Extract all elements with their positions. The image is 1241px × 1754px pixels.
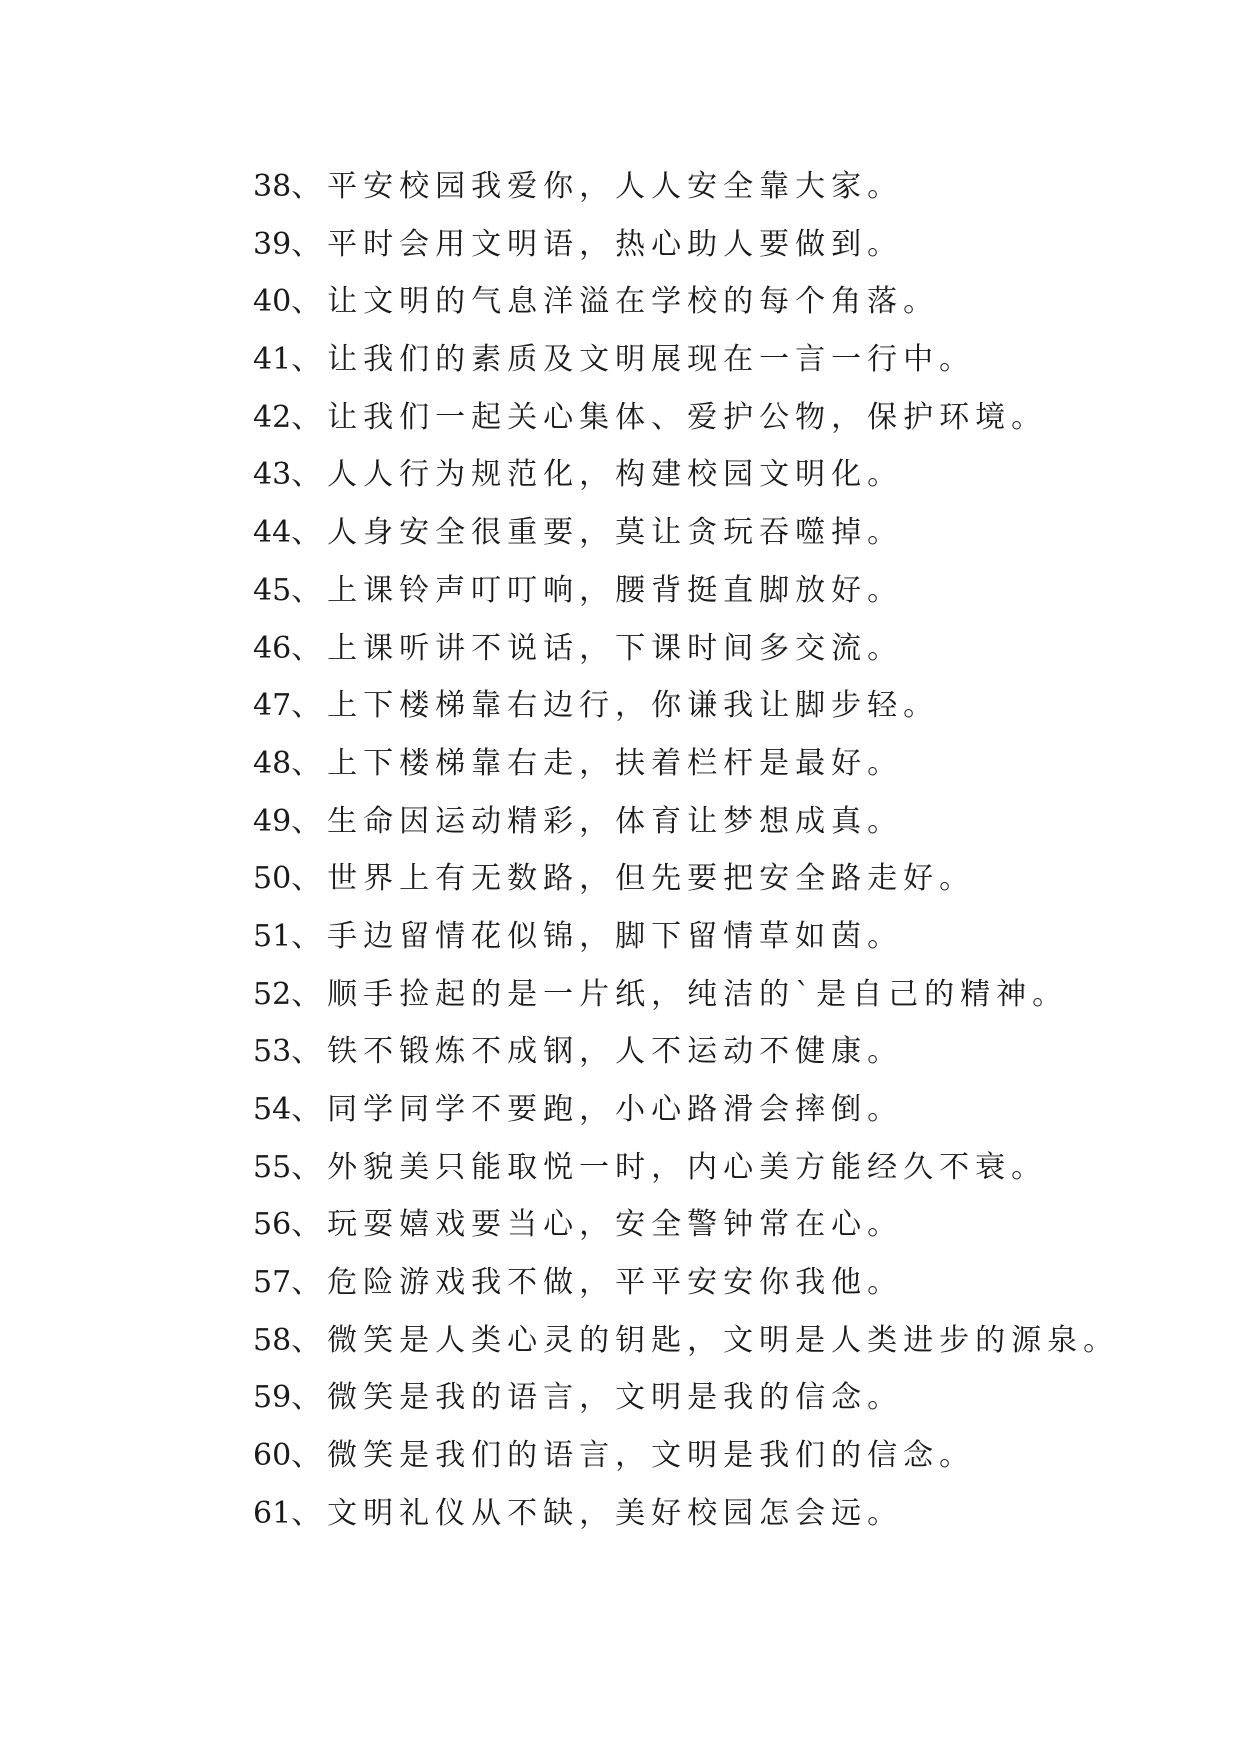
item-number: 56 [253,1207,292,1243]
item-text: 、微笑是我们的语言，文明是我们的信念。 [291,1438,976,1474]
item-number: 55 [253,1149,292,1185]
list-item [253,273,1119,331]
item-number: 42 [253,399,292,435]
item-number: 57 [253,1265,292,1301]
list-item [253,1139,1119,1197]
item-text: 、人人行为规范化，构建校园文明化。 [291,457,904,493]
item-text: 、铁不锻炼不成钢，人不运动不健康。 [291,1034,904,1070]
item-text: 、生命因运动精彩，体育让梦想成真。 [291,803,904,839]
item-text: 、上下楼梯靠右边行，你谦我让脚步轻。 [291,688,940,724]
list-item [253,216,1119,274]
item-number: 49 [253,803,292,839]
item-text: 、文明礼仪从不缺，美好校园怎会远。 [291,1495,904,1531]
item-text: 、微笑是我的语言，文明是我的信念。 [291,1380,904,1416]
list-item [253,1081,1119,1139]
item-text: 、让我们的素质及文明展现在一言一行中。 [291,342,976,378]
item-text: 、上课铃声叮叮响，腰背挺直脚放好。 [291,572,904,608]
list-item [253,966,1119,1024]
list-item [253,562,1119,620]
list-item [253,331,1119,389]
list-item [253,158,1119,216]
list-item [253,908,1119,966]
item-text: 、让文明的气息洋溢在学校的每个角落。 [291,284,940,320]
list-item [253,1254,1119,1312]
item-number: 46 [253,630,292,666]
item-text: 、世界上有无数路，但先要把安全路走好。 [291,861,976,897]
item-number: 60 [253,1438,292,1474]
item-text: 、手边留情花似锦，脚下留情草如茵。 [291,918,904,954]
list-item [253,1427,1119,1485]
item-number: 58 [253,1322,292,1358]
list-item [253,504,1119,562]
list-item [253,735,1119,793]
item-text: 、平时会用文明语，热心助人要做到。 [291,226,904,262]
list-item [253,793,1119,851]
item-text: 、让我们一起关心集体、爱护公物，保护环境。 [291,399,1048,435]
item-text: 、危险游戏我不做，平平安安你我他。 [291,1265,904,1301]
item-text: 、上课听讲不说话，下课时间多交流。 [291,630,904,666]
list-item [253,446,1119,504]
list-item [253,1312,1119,1370]
item-number: 61 [253,1495,292,1531]
item-number: 47 [253,688,292,724]
list-item [253,1196,1119,1254]
list-item [253,1023,1119,1081]
item-number: 41 [253,342,292,378]
item-text: 、微笑是人类心灵的钥匙，文明是人类进步的源泉。 [291,1322,1120,1358]
item-text: 、玩耍嬉戏要当心，安全警钟常在心。 [291,1207,904,1243]
item-number: 54 [253,1092,292,1127]
item-number: 38 [253,169,292,204]
list-item [253,1485,1119,1543]
item-number: 45 [253,572,292,608]
item-number: 52 [253,976,292,1012]
list-item [253,620,1119,678]
item-number: 44 [253,515,292,551]
item-number: 40 [253,284,292,320]
slogan-list [253,158,1119,1543]
list-item [253,1369,1119,1427]
item-number: 53 [253,1034,292,1070]
item-number: 48 [253,745,292,781]
item-text: 、外貌美只能取悦一时，内心美方能经久不衰。 [291,1149,1048,1185]
item-text: 、顺手捡起的是一片纸，纯洁的`是自己的精神。 [291,976,1069,1012]
item-number: 50 [253,861,292,897]
item-number: 39 [253,226,292,262]
item-number: 43 [253,457,292,493]
item-number: 51 [253,918,292,954]
item-text: 、平安校园我爱你，人人安全靠大家。 [291,169,904,204]
list-item [253,850,1119,908]
list-item [253,389,1119,447]
item-text: 、同学同学不要跑，小心路滑会摔倒。 [291,1092,904,1127]
item-text: 、人身安全很重要，莫让贪玩吞噬掉。 [291,515,904,551]
item-text: 、上下楼梯靠右走，扶着栏杆是最好。 [291,745,904,781]
list-item [253,677,1119,735]
item-number: 59 [253,1380,292,1416]
